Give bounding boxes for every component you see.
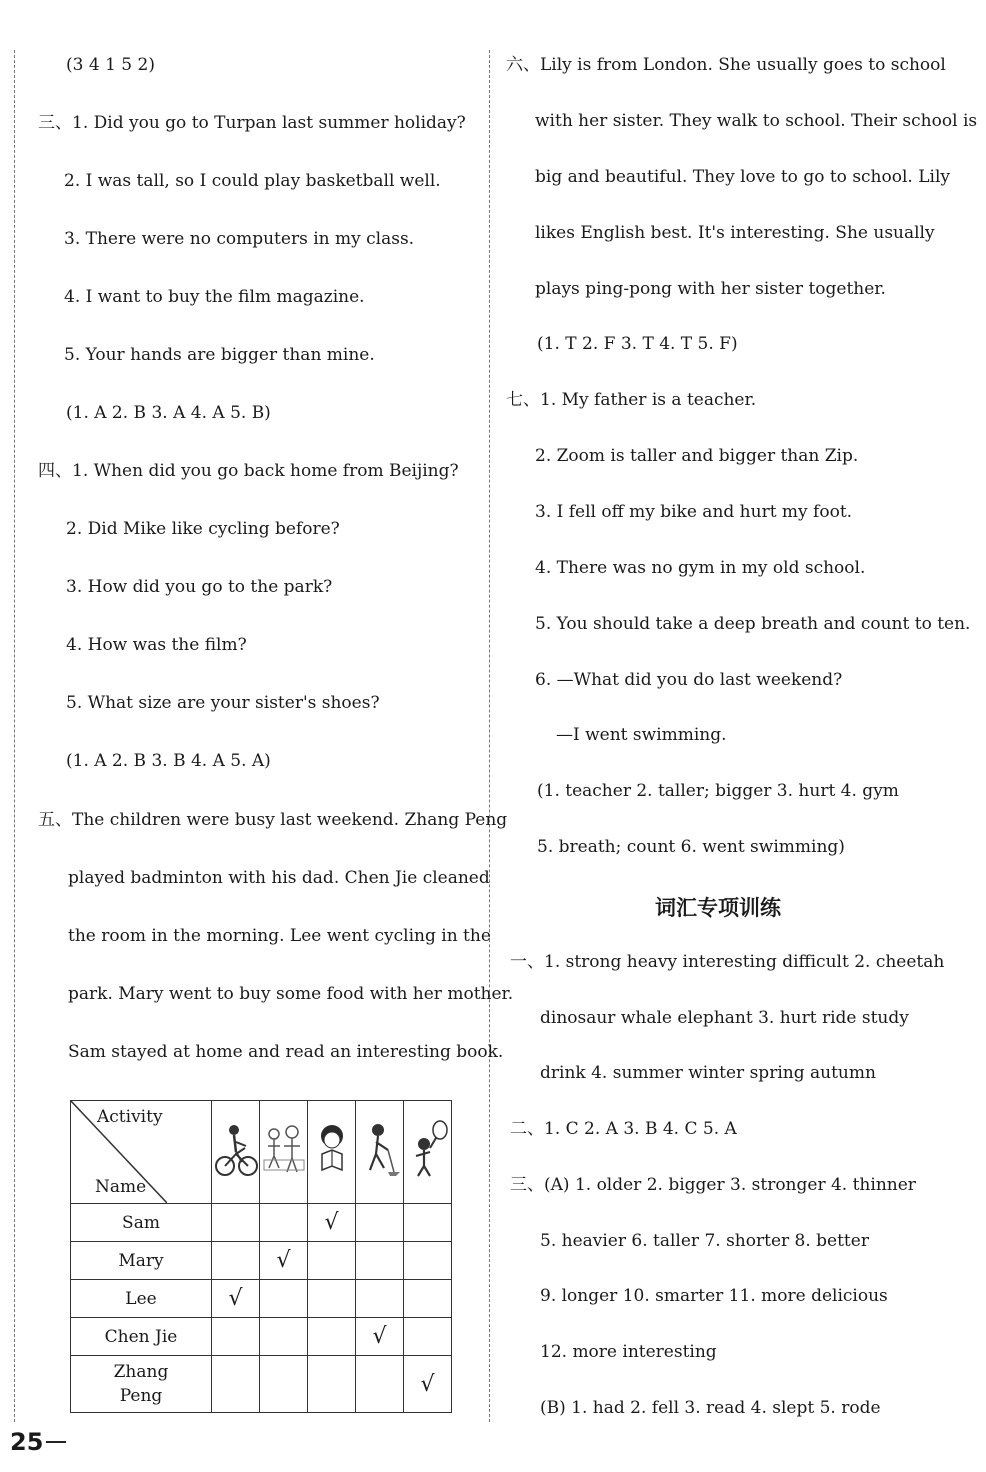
answer-line: 2. I was tall, so I could play basketball well. (64, 171, 441, 191)
check-mark: √ (260, 1242, 308, 1280)
table-cell (404, 1204, 452, 1242)
answer-line: (1. A 2. B 3. A 4. A 5. B) (66, 403, 271, 423)
vocab-line: 9. longer 10. smarter 11. more delicious (540, 1286, 888, 1306)
answer-line: 六、Lily is from London. She usually goes to school (506, 55, 946, 75)
vocab-line: (B) 1. had 2. fell 3. read 4. slept 5. rode (540, 1398, 881, 1418)
table-cell (308, 1242, 356, 1280)
answer-line: likes English best. It's interesting. She usually (535, 223, 935, 243)
cleaning-icon (358, 1120, 402, 1180)
check-mark: √ (212, 1280, 260, 1318)
answer-line: Sam stayed at home and read an interesting book. (68, 1042, 504, 1062)
check-mark: √ (308, 1204, 356, 1242)
left-margin-line (14, 50, 15, 1422)
table-cell (356, 1242, 404, 1280)
answer-line: 3. There were no computers in my class. (64, 229, 415, 249)
table-cell (308, 1318, 356, 1356)
answer-line: played badminton with his dad. Chen Jie cleaned (68, 868, 490, 888)
answer-line: 5. You should take a deep breath and count to ten. (535, 614, 971, 634)
table-cell (356, 1280, 404, 1318)
check-mark: √ (404, 1356, 452, 1413)
row-name: Chen Jie (71, 1318, 212, 1356)
activity-cleaning-picture (356, 1101, 404, 1204)
answer-line: 5. Your hands are bigger than mine. (64, 345, 375, 365)
answer-line: (1. teacher 2. taller; bigger 3. hurt 4. gym (537, 781, 899, 801)
answer-line: 3. How did you go to the park? (66, 577, 333, 597)
answer-line: (1. T 2. F 3. T 4. T 5. F) (537, 334, 738, 354)
answer-line: 5. What size are your sister's shoes? (66, 693, 380, 713)
page-number-dash (46, 1441, 66, 1443)
table-cell (308, 1280, 356, 1318)
answer-line: 4. I want to buy the film magazine. (64, 287, 365, 307)
answer-line: with her sister. They walk to school. Their school is (535, 111, 978, 131)
table-cell (212, 1356, 260, 1413)
vocab-line: 5. heavier 6. taller 7. shorter 8. better (540, 1231, 869, 1251)
table-cell (260, 1280, 308, 1318)
section-title: 词汇专项训练 (655, 896, 781, 920)
table-cell (308, 1356, 356, 1413)
activity-shopping-picture (260, 1101, 308, 1204)
shopping-icon (262, 1120, 306, 1180)
vocab-line: 二、1. C 2. A 3. B 4. C 5. A (510, 1119, 737, 1139)
answer-line: 2. Did Mike like cycling before? (66, 519, 340, 539)
table-cell (356, 1204, 404, 1242)
vocab-line: drink 4. summer winter spring autumn (540, 1063, 876, 1083)
activity-cycling-picture (212, 1101, 260, 1204)
table-cell (212, 1204, 260, 1242)
row-name: Sam (71, 1204, 212, 1242)
page-number: 25 (10, 1428, 44, 1456)
reading-icon (310, 1120, 354, 1180)
vocab-line: dinosaur whale elephant 3. hurt ride study (540, 1008, 909, 1028)
table-cell (260, 1318, 308, 1356)
activity-reading-picture (308, 1101, 356, 1204)
table-cell (212, 1242, 260, 1280)
answer-line: plays ping-pong with her sister together. (535, 279, 886, 299)
table-header-diagonal (71, 1101, 212, 1204)
answer-line: big and beautiful. They love to go to school. Lily (535, 167, 950, 187)
row-name: Mary (71, 1242, 212, 1280)
answer-line: 四、1. When did you go back home from Beijing? (38, 461, 459, 481)
table-cell (356, 1356, 404, 1413)
header-name: Name (95, 1177, 147, 1197)
answer-line: 4. There was no gym in my old school. (535, 558, 866, 578)
vocab-line: 三、(A) 1. older 2. bigger 3. stronger 4. thinner (510, 1175, 916, 1195)
answer-line: 6. —What did you do last weekend? (535, 670, 843, 690)
table-cell (260, 1356, 308, 1413)
answer-line: 三、1. Did you go to Turpan last summer holiday? (38, 113, 466, 133)
activity-table (70, 1100, 452, 1413)
activity-badminton-picture (404, 1101, 452, 1204)
badminton-icon (406, 1120, 450, 1180)
answer-line: 4. How was the film? (66, 635, 247, 655)
answer-line: 五、The children were busy last weekend. Zhang Peng (38, 810, 508, 830)
row-name: Zhang Peng (71, 1356, 212, 1413)
answer-line: 七、1. My father is a teacher. (506, 390, 757, 410)
table-cell (404, 1318, 452, 1356)
answer-line: —I went swimming. (556, 725, 727, 745)
header-activity: Activity (97, 1107, 163, 1127)
answer-line: the room in the morning. Lee went cycling in the (68, 926, 491, 946)
answer-line: park. Mary went to buy some food with her mother. (68, 984, 514, 1004)
answer-line: (1. A 2. B 3. B 4. A 5. A) (66, 751, 271, 771)
check-mark: √ (356, 1318, 404, 1356)
table-cell (404, 1242, 452, 1280)
cycling-icon (214, 1120, 258, 1180)
table-cell (260, 1204, 308, 1242)
answer-line: 5. breath; count 6. went swimming) (537, 837, 845, 857)
answer-line: (3 4 1 5 2) (66, 55, 155, 75)
table-cell (212, 1318, 260, 1356)
vocab-line: 一、1. strong heavy interesting difficult 2. cheetah (510, 952, 945, 972)
column-divider (489, 50, 490, 1422)
table-cell (404, 1280, 452, 1318)
vocab-line: 12. more interesting (540, 1342, 717, 1362)
answer-line: 2. Zoom is taller and bigger than Zip. (535, 446, 859, 466)
answer-line: 3. I fell off my bike and hurt my foot. (535, 502, 853, 522)
row-name: Lee (71, 1280, 212, 1318)
